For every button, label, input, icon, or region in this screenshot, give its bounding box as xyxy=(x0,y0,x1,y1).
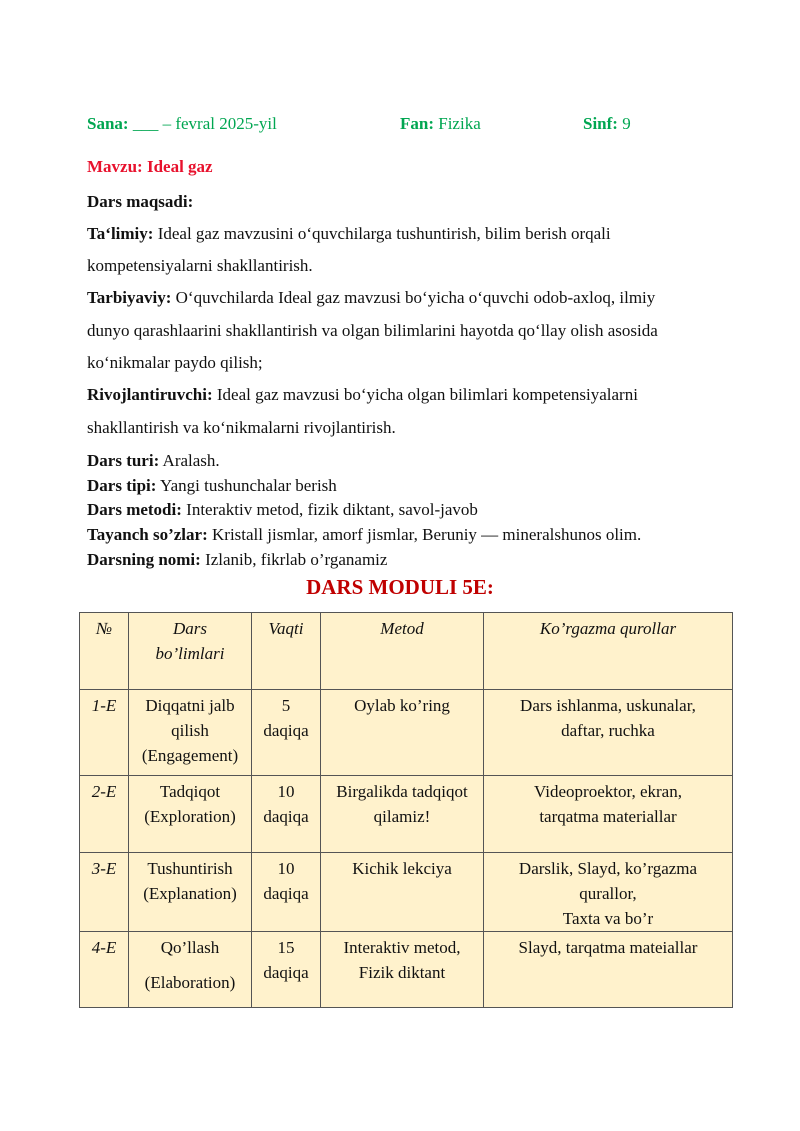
lesson-method xyxy=(87,500,737,520)
cell-code: 4-E xyxy=(80,932,129,1008)
lesson-type xyxy=(87,451,737,471)
keywords-label: Tayanch so’zlar: xyxy=(87,525,208,544)
lesson-method-label: Dars metodi: xyxy=(87,500,182,519)
cell-method-line: Birgalikda tadqiqot xyxy=(336,782,468,801)
class-value: 9 xyxy=(622,114,631,133)
subject-value: Fizika xyxy=(438,114,481,133)
table-body xyxy=(80,690,733,1008)
educational-goal-text2: kompetensiyalarni shakllantirish. xyxy=(87,256,313,275)
lesson-type-label: Dars turi: xyxy=(87,451,160,470)
cell-code: 1-E xyxy=(80,690,129,776)
cell-time-line: daqiqa xyxy=(263,721,309,740)
goals-heading-text: Dars maqsadi: xyxy=(87,192,194,211)
cell-part-line: (Elaboration) xyxy=(144,973,236,992)
subject-label: Fan: xyxy=(400,114,434,133)
table-row xyxy=(80,776,733,853)
cell-method-line: Kichik lekciya xyxy=(352,859,452,878)
developmental-goal-line1 xyxy=(87,385,737,405)
module-table xyxy=(79,612,733,1008)
keywords-value: Kristall jismlar, amorf jismlar, Beruniy — mineralshunos olim. xyxy=(212,525,642,544)
cell-method-line: Oylab ko’ring xyxy=(354,696,450,715)
cell-method-line: Interaktiv metod, xyxy=(343,938,461,957)
lesson-name-label: Darsning nomi: xyxy=(87,550,201,569)
upbringing-goal-line3 xyxy=(87,353,737,373)
cell-part-line: Tushuntirish xyxy=(147,859,233,878)
table-row xyxy=(80,690,733,776)
lesson-kind-value: Yangi tushunchalar berish xyxy=(160,476,337,495)
cell-time xyxy=(252,853,321,932)
cell-tools xyxy=(484,690,733,776)
topic-value: Ideal gaz xyxy=(146,157,213,176)
lesson-name xyxy=(87,550,737,570)
header-time: Vaqti xyxy=(252,613,321,690)
cell-tools xyxy=(484,776,733,853)
cell-time xyxy=(252,776,321,853)
table-row xyxy=(80,932,733,1008)
cell-code: 3-E xyxy=(80,853,129,932)
developmental-goal-label: Rivojlantiruvchi: xyxy=(87,385,213,404)
upbringing-goal-text2: dunyo qarashlaarini shakllantirish va olgan bilimlarini hayotda qo‘llay olish asosida xyxy=(87,321,658,340)
header-part xyxy=(129,613,252,690)
upbringing-goal-line1 xyxy=(87,288,737,308)
lesson-name-value: Izlanib, fikrlab o’rganamiz xyxy=(205,550,388,569)
cell-tools-line: tarqatma materiallar xyxy=(539,807,677,826)
cell-time-line: daqiqa xyxy=(263,807,309,826)
educational-goal-line1 xyxy=(87,224,737,244)
cell-time-line: 15 xyxy=(277,938,295,957)
cell-part-line: Qo’llash xyxy=(160,938,220,957)
cell-part xyxy=(129,776,252,853)
cell-tools-line: Darslik, Slayd, ko’rgazma xyxy=(518,859,698,878)
educational-goal-text1: Ideal gaz mavzusini o‘quvchilarga tushuntirish, bilim berish orqali xyxy=(157,224,611,243)
table-row xyxy=(80,853,733,932)
cell-tools-line: Taxta va bo’r xyxy=(562,909,654,928)
cell-part xyxy=(129,853,252,932)
cell-time-line: 5 xyxy=(281,696,291,715)
cell-tools-line: Dars ishlanma, uskunalar, xyxy=(520,696,696,715)
developmental-goal-line2 xyxy=(87,418,737,438)
lesson-kind xyxy=(87,476,737,496)
date-value: ___ – fevral 2025-yil xyxy=(132,114,277,133)
cell-part xyxy=(129,690,252,776)
cell-part-line: Diqqatni jalb xyxy=(145,696,235,715)
header-tools: Ko’rgazma qurollar xyxy=(484,613,733,690)
cell-part-line: Tadqiqot xyxy=(159,782,221,801)
header-method: Metod xyxy=(321,613,484,690)
class-field xyxy=(583,114,631,134)
upbringing-goal-text1: O‘quvchilarda Ideal gaz mavzusi bo‘yicha o‘quvchi odob-axloq, ilmiy xyxy=(175,288,656,307)
cell-time-line: daqiqa xyxy=(263,963,309,982)
lesson-kind-label: Dars tipi: xyxy=(87,476,157,495)
keywords xyxy=(87,525,737,545)
header-part-line1: Dars xyxy=(172,619,207,638)
developmental-goal-text1: Ideal gaz mavzusi bo‘yicha olgan bilimlari kompetensiyalarni xyxy=(216,385,638,404)
cell-time xyxy=(252,690,321,776)
cell-part-line: qilish xyxy=(171,721,209,740)
lesson-method-value: Interaktiv metod, fizik diktant, savol-javob xyxy=(186,500,478,519)
cell-tools xyxy=(484,853,733,932)
topic xyxy=(87,157,737,177)
cell-method-line: Fizik diktant xyxy=(358,963,446,982)
cell-time-line: 10 xyxy=(277,859,295,878)
cell-method xyxy=(321,690,484,776)
cell-tools-line: Slayd, tarqatma mateiallar xyxy=(518,938,698,957)
developmental-goal-text2: shakllantirish va ko‘nikmalarni rivojlantirish. xyxy=(87,418,396,437)
cell-tools-line: Videoproektor, ekran, xyxy=(534,782,682,801)
cell-time-line: daqiqa xyxy=(263,884,309,903)
subject-field xyxy=(400,114,481,134)
upbringing-goal-text3: ko‘nikmalar paydo qilish; xyxy=(87,353,263,372)
table-header-row xyxy=(80,613,733,690)
cell-part-line: (Explanation) xyxy=(143,884,237,903)
educational-goal-line2 xyxy=(87,256,737,276)
cell-part xyxy=(129,932,252,1008)
lesson-type-value: Aralash. xyxy=(162,451,220,470)
upbringing-goal-line2 xyxy=(87,321,737,341)
module-title: DARS MODULI 5E: xyxy=(306,575,494,599)
cell-code: 2-E xyxy=(80,776,129,853)
cell-time xyxy=(252,932,321,1008)
goals-heading xyxy=(87,192,737,212)
educational-goal-label: Ta‘limiy: xyxy=(87,224,154,243)
header-part-line2: bo’limlari xyxy=(155,644,225,663)
cell-method xyxy=(321,776,484,853)
cell-method xyxy=(321,932,484,1008)
cell-tools-line: daftar, ruchka xyxy=(561,721,655,740)
date-label: Sana: xyxy=(87,114,129,133)
cell-method-line: qilamiz! xyxy=(373,807,431,826)
cell-tools-line: qurallor, xyxy=(579,884,637,903)
cell-method xyxy=(321,853,484,932)
class-label: Sinf: xyxy=(583,114,618,133)
header-num: № xyxy=(80,613,129,690)
upbringing-goal-label: Tarbiyaviy: xyxy=(87,288,172,307)
date-field xyxy=(87,114,277,134)
cell-tools xyxy=(484,932,733,1008)
cell-part-line: (Exploration) xyxy=(144,807,236,826)
topic-label: Mavzu: xyxy=(87,157,143,176)
cell-part-line: (Engagement) xyxy=(141,746,239,765)
cell-time-line: 10 xyxy=(277,782,295,801)
